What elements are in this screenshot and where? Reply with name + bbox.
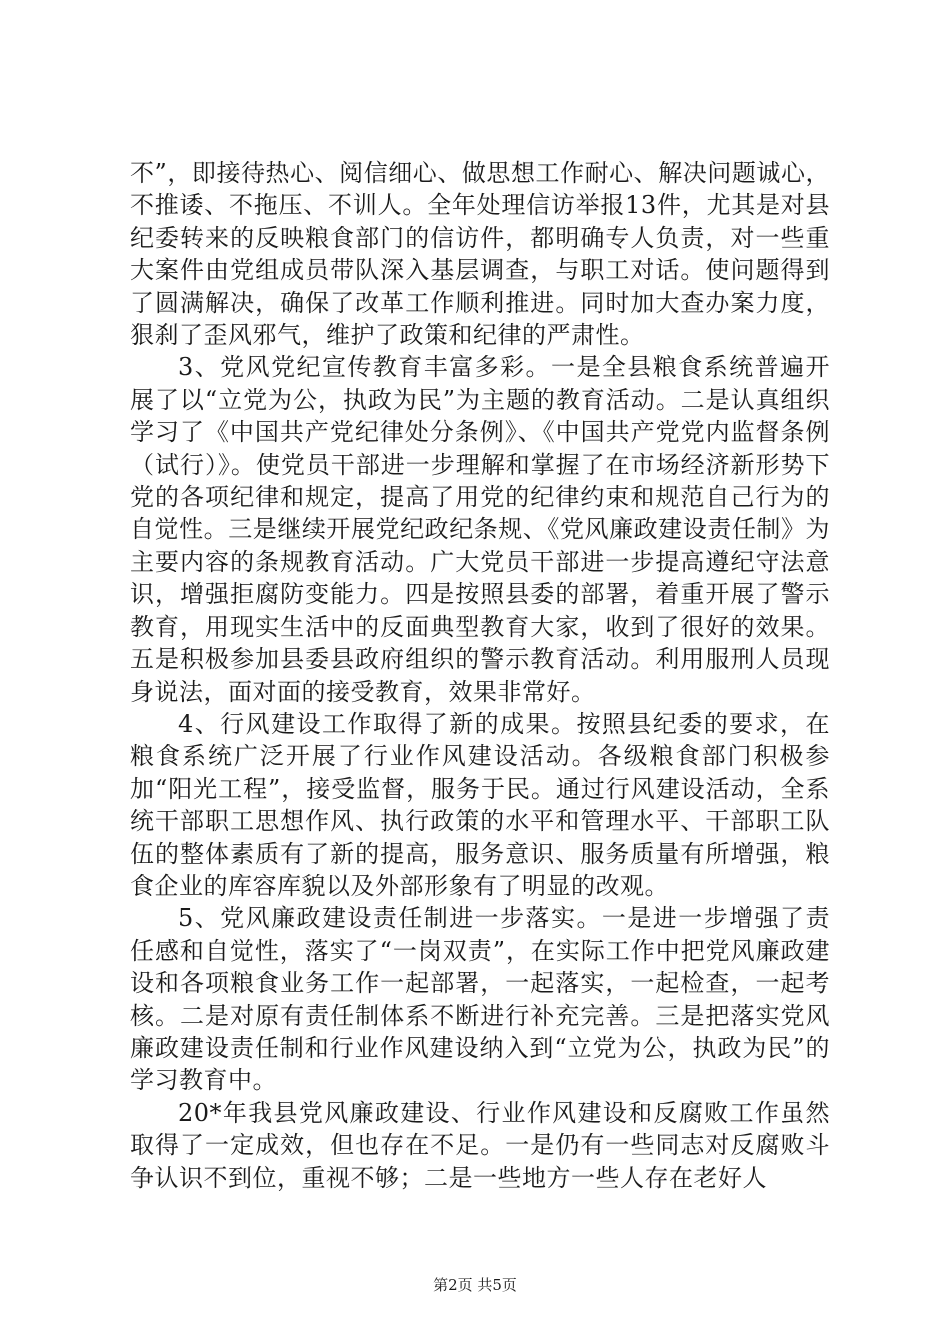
page-number-footer: 第2页 共5页 bbox=[433, 1276, 517, 1294]
paragraph-item-3: 3、党风党纪宣传教育丰富多彩。一是全县粮食系统普遍开展了以“立党为公，执政为民”为主题的教育活动。二是认真组织学习了《中国共产党纪律处分条例》、《中国共产党党内监督条例（试行）》。使党员干部进一步理解和掌握了在市场经济新形势下党的各项纪律和规定，提高了用党的纪律约束和规范自己行为的自觉性。三是继续开展党纪政纪条规、《党风廉政建设责任制》为主要内容的条规教育活动。广大党员干部进一步提高遵纪守法意识，增强拒腐防变能力。四是按照县委的部署，着重开展了警示教育，用现实生活中的反面典型教育大家，收到了很好的效果。五是积极参加县委县政府组织的警示教育活动。利用服刑人员现身说法，面对面的接受教育，效果非常好。 bbox=[130, 353, 830, 706]
document-body bbox=[130, 157, 830, 1194]
paragraph-summary: 20*年我县党风廉政建设、行业作风建设和反腐败工作虽然取得了一定成效，但也存在不足。一是仍有一些同志对反腐败斗争认识不到位，重视不够；二是一些地方一些人存在老好人 bbox=[130, 1098, 830, 1192]
paragraph-item-5: 5、党风廉政建设责任制进一步落实。一是进一步增强了责任感和自觉性，落实了“一岗双责”，在实际工作中把党风廉政建设和各项粮食业务工作一起部署，一起落实，一起检查，一起考核。二是对原有责任制体系不断进行补充完善。三是把落实党风廉政建设责任制和行业作风建设纳入到“立党为公，执政为民”的学习教育中。 bbox=[130, 904, 830, 1095]
paragraph-item-4: 4、行风建设工作取得了新的成果。按照县纪委的要求，在粮食系统广泛开展了行业作风建设活动。各级粮食部门积极参加“阳光工程”，接受监督，服务于民。通过行风建设活动，全系统干部职工思想作风、执行政策的水平和管理水平、干部职工队伍的整体素质有了新的提高，服务意识、服务质量有所增强，粮食企业的库容库貌以及外部形象有了明显的改观。 bbox=[130, 709, 830, 900]
paragraph-continuation: 不”，即接待热心、阅信细心、做思想工作耐心、解决问题诚心，不推诿、不拖压、不训人。全年处理信访举报13件，尤其是对县纪委转来的反映粮食部门的信访件，都明确专人负责，对一些重大案件由党组成员带队深入基层调查，与职工对话。使问题得到了圆满解决，确保了改革工作顺利推进。同时加大查办案力度，狠刹了歪风邪气，维护了政策和纪律的严肃性。 bbox=[130, 159, 830, 350]
